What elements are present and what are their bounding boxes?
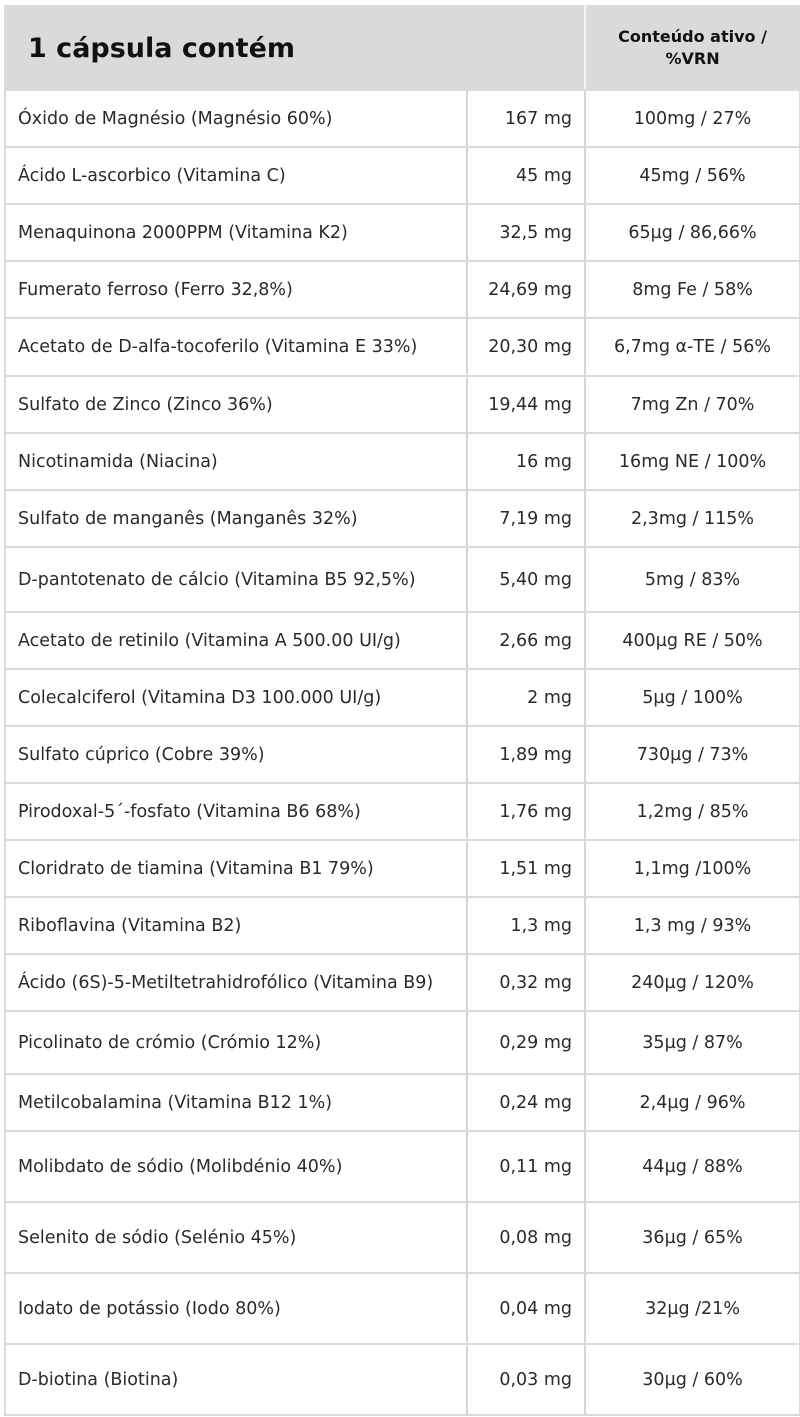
ingredient-amount: 45 mg xyxy=(467,147,585,204)
table-row xyxy=(5,376,800,433)
table-row xyxy=(5,1202,800,1273)
active-content-value: 6,7mg α-TE / 56% xyxy=(585,318,800,376)
active-content-value: 100mg / 27% xyxy=(585,90,800,147)
active-content-value: 400µg RE / 50% xyxy=(585,612,800,669)
table-row xyxy=(5,840,800,897)
ingredient-name: Pirodoxal-5´-fosfato (Vitamina B6 68%) xyxy=(5,783,467,840)
ingredient-name: Nicotinamida (Niacina) xyxy=(5,433,467,490)
ingredient-amount: 0,03 mg xyxy=(467,1344,585,1415)
active-content-value: 36µg / 65% xyxy=(585,1202,800,1273)
table-row xyxy=(5,318,800,376)
ingredient-amount: 1,51 mg xyxy=(467,840,585,897)
active-content-value: 2,4µg / 96% xyxy=(585,1074,800,1131)
ingredient-name: Sulfato cúprico (Cobre 39%) xyxy=(5,726,467,783)
table-row xyxy=(5,783,800,840)
ingredient-amount: 1,89 mg xyxy=(467,726,585,783)
active-content-value: 1,1mg /100% xyxy=(585,840,800,897)
active-content-value: 65µg / 86,66% xyxy=(585,204,800,261)
ingredient-name: Colecalciferol (Vitamina D3 100.000 UI/g) xyxy=(5,669,467,726)
table-header-row xyxy=(5,6,800,90)
table-row xyxy=(5,490,800,547)
active-content-value: 32µg /21% xyxy=(585,1273,800,1344)
ingredient-amount: 19,44 mg xyxy=(467,376,585,433)
ingredient-amount: 2,66 mg xyxy=(467,612,585,669)
ingredient-name: Óxido de Magnésio (Magnésio 60%) xyxy=(5,90,467,147)
ingredient-name: Menaquinona 2000PPM (Vitamina K2) xyxy=(5,204,467,261)
ingredient-name: Acetato de D-alfa-tocoferilo (Vitamina E 33%) xyxy=(5,318,467,376)
table-row xyxy=(5,726,800,783)
active-content-value: 5µg / 100% xyxy=(585,669,800,726)
table-row xyxy=(5,1011,800,1074)
active-content-value: 44µg / 88% xyxy=(585,1131,800,1202)
ingredient-amount: 20,30 mg xyxy=(467,318,585,376)
ingredient-name: Picolinato de crómio (Crómio 12%) xyxy=(5,1011,467,1074)
active-content-value: 16mg NE / 100% xyxy=(585,433,800,490)
table-row xyxy=(5,669,800,726)
active-content-header: Conteúdo ativo / %VRN xyxy=(585,6,800,90)
ingredient-amount: 7,19 mg xyxy=(467,490,585,547)
ingredient-amount: 0,11 mg xyxy=(467,1131,585,1202)
table-title: 1 cápsula contém xyxy=(5,6,585,90)
table-row xyxy=(5,147,800,204)
ingredient-name: Ácido L-ascorbico (Vitamina C) xyxy=(5,147,467,204)
table-row xyxy=(5,1273,800,1344)
ingredient-amount: 16 mg xyxy=(467,433,585,490)
ingredient-amount: 0,04 mg xyxy=(467,1273,585,1344)
active-content-value: 45mg / 56% xyxy=(585,147,800,204)
ingredient-amount: 1,3 mg xyxy=(467,897,585,954)
active-content-value: 1,3 mg / 93% xyxy=(585,897,800,954)
active-content-value: 8mg Fe / 58% xyxy=(585,261,800,318)
ingredient-name: Acetato de retinilo (Vitamina A 500.00 UI/g) xyxy=(5,612,467,669)
ingredient-amount: 0,32 mg xyxy=(467,954,585,1011)
table-row xyxy=(5,1344,800,1415)
active-content-value: 5mg / 83% xyxy=(585,547,800,612)
ingredient-name: Sulfato de Zinco (Zinco 36%) xyxy=(5,376,467,433)
ingredient-name: Sulfato de manganês (Manganês 32%) xyxy=(5,490,467,547)
ingredient-name: Metilcobalamina (Vitamina B12 1%) xyxy=(5,1074,467,1131)
table-row xyxy=(5,1074,800,1131)
table-row xyxy=(5,90,800,147)
ingredient-amount: 167 mg xyxy=(467,90,585,147)
active-content-value: 35µg / 87% xyxy=(585,1011,800,1074)
active-content-value: 1,2mg / 85% xyxy=(585,783,800,840)
ingredient-name: Iodato de potássio (Iodo 80%) xyxy=(5,1273,467,1344)
ingredient-name: Selenito de sódio (Selénio 45%) xyxy=(5,1202,467,1273)
ingredient-name: D-pantotenato de cálcio (Vitamina B5 92,5%) xyxy=(5,547,467,612)
table-row xyxy=(5,547,800,612)
table-row xyxy=(5,1131,800,1202)
ingredient-amount: 24,69 mg xyxy=(467,261,585,318)
table-row xyxy=(5,433,800,490)
ingredient-amount: 5,40 mg xyxy=(467,547,585,612)
ingredient-amount: 2 mg xyxy=(467,669,585,726)
table-row xyxy=(5,261,800,318)
table-row xyxy=(5,897,800,954)
ingredient-name: D-biotina (Biotina) xyxy=(5,1344,467,1415)
active-content-value: 2,3mg / 115% xyxy=(585,490,800,547)
ingredient-name: Cloridrato de tiamina (Vitamina B1 79%) xyxy=(5,840,467,897)
active-content-value: 240µg / 120% xyxy=(585,954,800,1011)
ingredient-name: Riboflavina (Vitamina B2) xyxy=(5,897,467,954)
ingredient-name: Molibdato de sódio (Molibdénio 40%) xyxy=(5,1131,467,1202)
active-content-value: 30µg / 60% xyxy=(585,1344,800,1415)
ingredient-amount: 0,29 mg xyxy=(467,1011,585,1074)
table-row xyxy=(5,612,800,669)
table-body xyxy=(5,90,800,1415)
ingredient-amount: 1,76 mg xyxy=(467,783,585,840)
nutrition-table xyxy=(4,5,800,1416)
table-row xyxy=(5,204,800,261)
ingredient-amount: 32,5 mg xyxy=(467,204,585,261)
active-content-value: 7mg Zn / 70% xyxy=(585,376,800,433)
active-content-value: 730µg / 73% xyxy=(585,726,800,783)
table-row xyxy=(5,954,800,1011)
ingredient-name: Fumerato ferroso (Ferro 32,8%) xyxy=(5,261,467,318)
ingredient-amount: 0,24 mg xyxy=(467,1074,585,1131)
ingredient-amount: 0,08 mg xyxy=(467,1202,585,1273)
ingredient-name: Ácido (6S)-5-Metiltetrahidrofólico (Vitamina B9) xyxy=(5,954,467,1011)
